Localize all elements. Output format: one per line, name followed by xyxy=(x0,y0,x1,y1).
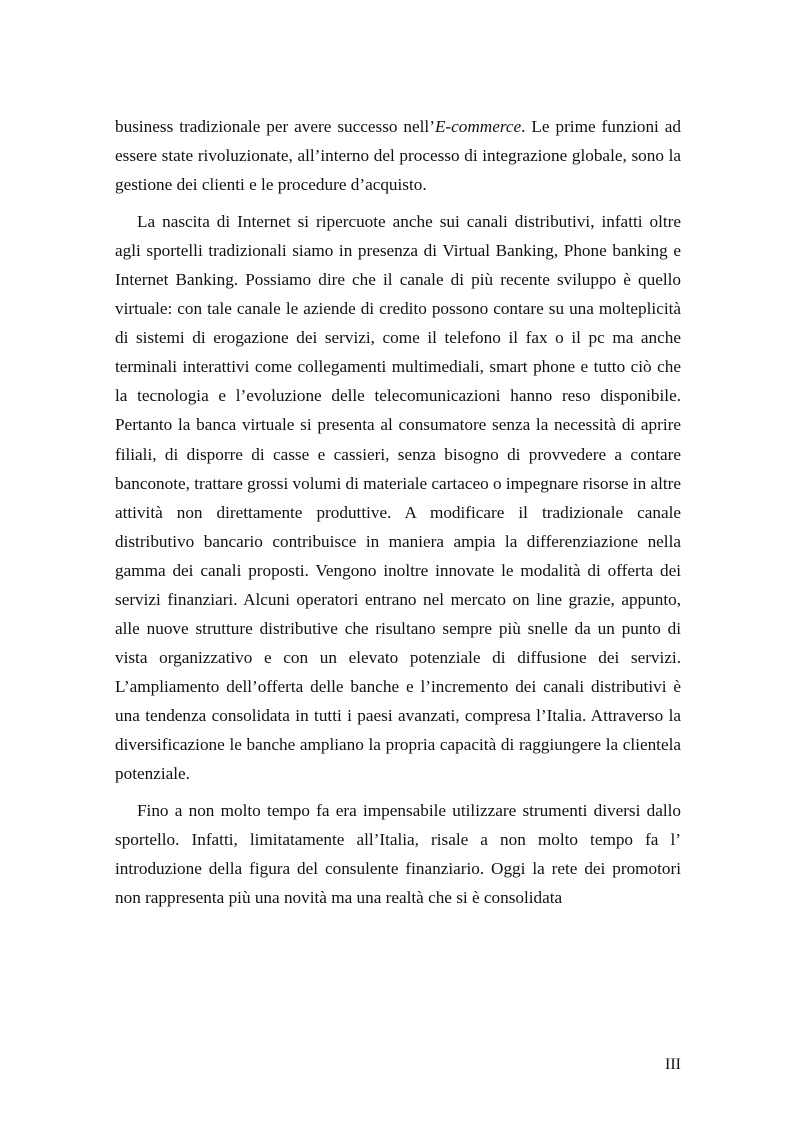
page-number: III xyxy=(665,1056,681,1073)
paragraph-1 xyxy=(115,112,681,199)
paragraph-2: La nascita di Internet si ripercuote anche sui canali distributivi, infatti oltre agli sportelli tradizionali siamo in presenza di Virtual Banking, Phone banking e Internet Banking. Possiamo dire che il canale di più recente sviluppo è quello virtuale: con tale canale le aziende di credito possono contare su una molteplicità di sistemi di erogazione dei servizi, come il telefono il fax o il pc ma anche terminali interattivi come collegamenti multimediali, smart phone e tutto ciò che la tecnologia e l’evoluzione delle telecomunicazioni hanno reso disponibile. Pertanto la banca virtuale si presenta al consumatore senza la necessità di aprire filiali, di disporre di casse e cassieri, senza bisogno di provvedere a contare banconote, trattare grossi volumi di materiale cartaceo o impegnare risorse in altre attività non direttamente produttive. A modificare il tradizionale canale distributivo bancario contribuisce in maniera ampia la differenziazione nella gamma dei canali proposti. Vengono inoltre innovate le modalità di offerta dei servizi finanziari. Alcuni operatori entrano nel mercato on line grazie, appunto, alle nuove strutture distributive che risultano sempre più snelle da un punto di vista organizzativo e con un elevato potenziale di diffusione dei servizi. L’ampliamento dell’offerta delle banche e l’incremento dei canali distributivi è una tendenza consolidata in tutti i paesi avanzati, compresa l’Italia. Attraverso la diversificazione le banche ampliano la propria capacità di raggiungere la clientela potenziale. xyxy=(115,212,682,784)
paragraph-3: Fino a non molto tempo fa era impensabile utilizzare strumenti diversi dallo sportello. Infatti, limitatamente all’Italia, risale a non molto tempo fa l’ introduzione della figura del consulente finanziario. Oggi la rete dei promotori non rappresenta più una novità ma una realtà che si è consolidata xyxy=(115,801,681,908)
e-commerce-emphasis: E-commerce xyxy=(434,117,522,136)
paragraph-1-text-start: business tradizionale per avere successo nell’ xyxy=(115,117,435,136)
paragraph-1-text-end: . Le prime funzioni ad essere state rivoluzionate, all’interno del processo di integrazione globale, sono la gestione dei clienti e le procedure d’acquisto. xyxy=(115,117,681,195)
body-text xyxy=(115,112,681,912)
